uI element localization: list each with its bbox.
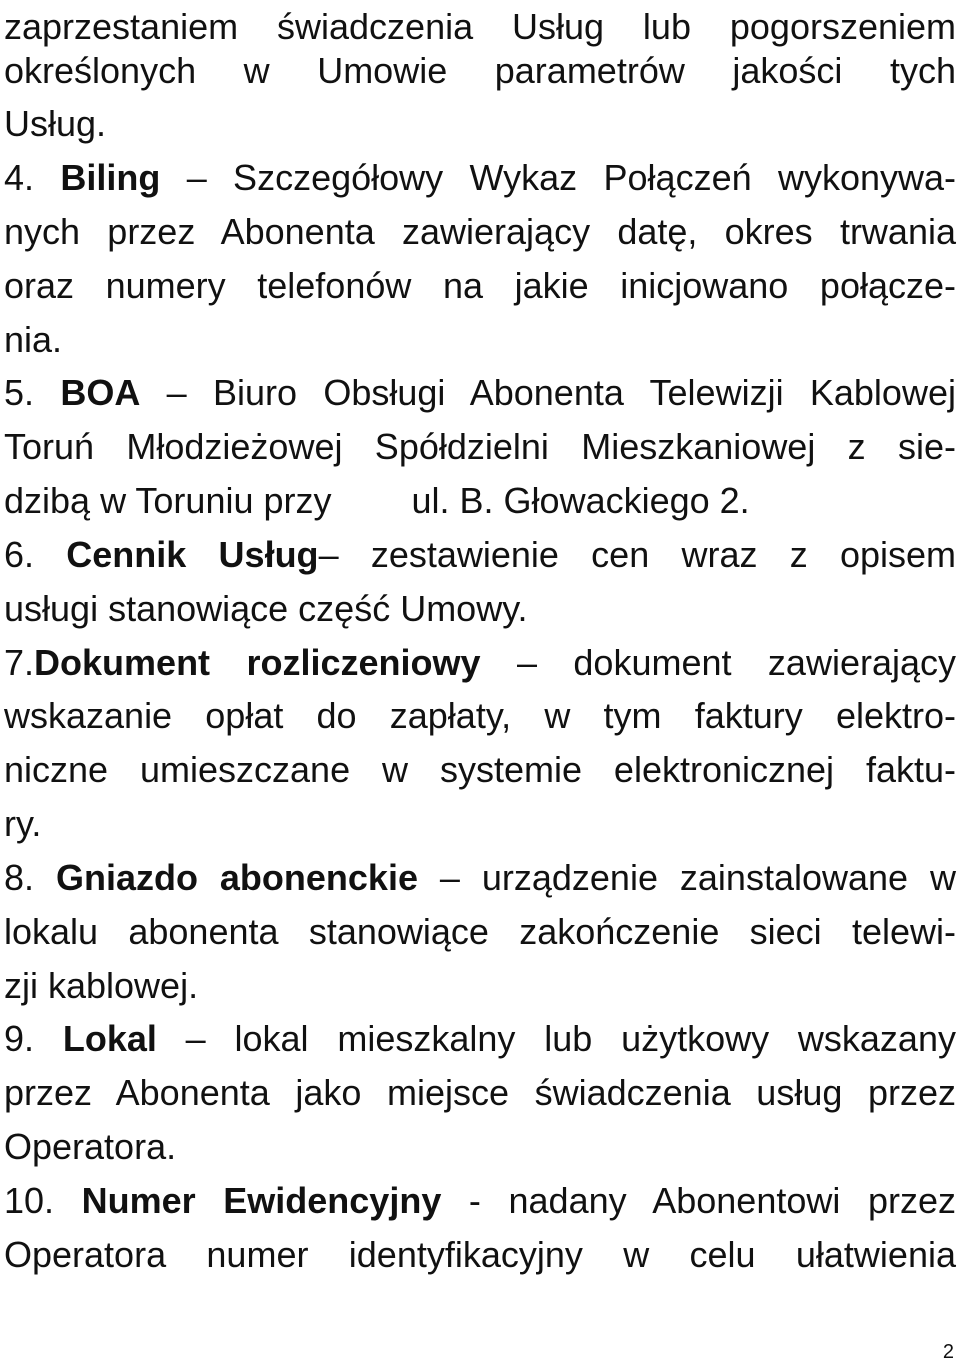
term-dokument-rozliczeniowy: Dokument rozliczeniowy — [34, 642, 481, 683]
text-line: usługi stanowiące część Umowy. — [4, 588, 528, 629]
definition-line: 7.Dokument rozliczeniowy – dokument zawierający — [4, 642, 956, 683]
term-boa: BOA — [60, 372, 141, 413]
text-line: przez Abonenta jako miejsce świadczenia usług przez — [4, 1072, 956, 1113]
text-line: Toruń Młodzieżowej Spółdzielni Mieszkaniowej z sie- — [4, 426, 956, 467]
definition-line: 10. Numer Ewidencyjny - nadany Abonentowi przez — [4, 1180, 956, 1221]
text-line: nych przez Abonenta zawierający datę, okres trwania — [4, 211, 956, 252]
text-line: dzibą w Toruniu przy ul. B. Głowackiego 2. — [4, 480, 750, 521]
term-lokal: Lokal — [62, 1018, 157, 1059]
page-number: 2 — [942, 1341, 954, 1363]
text-line: zji kablowej. — [4, 965, 199, 1006]
term-cennik-uslug: Cennik Usług — [66, 534, 319, 575]
definition-line: 5. BOA – Biuro Obsługi Abonenta Telewizji Kablowej — [4, 372, 956, 413]
term-biling: Biling — [60, 157, 161, 198]
definition-line: 9. Lokal – lokal mieszkalny lub użytkowy wskazany — [4, 1018, 956, 1059]
text-line: wskazanie opłat do zapłaty, w tym faktury elektro- — [4, 695, 956, 736]
definition-line: 6. Cennik Usług– zestawienie cen wraz z opisem — [4, 534, 956, 575]
text-line: Usług. — [4, 103, 107, 144]
text-line: zaprzestaniem świadczenia Usług lub pogorszeniem — [4, 6, 956, 47]
definition-line: 8. Gniazdo abonenckie – urządzenie zainstalowane w — [4, 857, 956, 898]
text-line: oraz numery telefonów na jakie inicjowano połącze- — [4, 265, 956, 306]
term-numer-ewidencyjny: Numer Ewidencyjny — [81, 1180, 442, 1221]
text-line: Operatora. — [4, 1126, 177, 1167]
definition-line: 4. Biling – Szczegółowy Wykaz Połączeń wykonywa- — [4, 157, 956, 198]
term-gniazdo-abonenckie: Gniazdo abonenckie — [55, 857, 418, 898]
text-line: ry. — [4, 803, 42, 844]
text-line: nia. — [4, 319, 63, 360]
text-line: Operatora numer identyfikacyjny w celu ułatwienia — [4, 1234, 956, 1275]
text-line: niczne umieszczane w systemie elektronicznej faktu- — [4, 749, 956, 790]
text-line: lokalu abonenta stanowiące zakończenie sieci telewi- — [4, 911, 956, 952]
text-line: określonych w Umowie parametrów jakości tych — [4, 50, 956, 91]
